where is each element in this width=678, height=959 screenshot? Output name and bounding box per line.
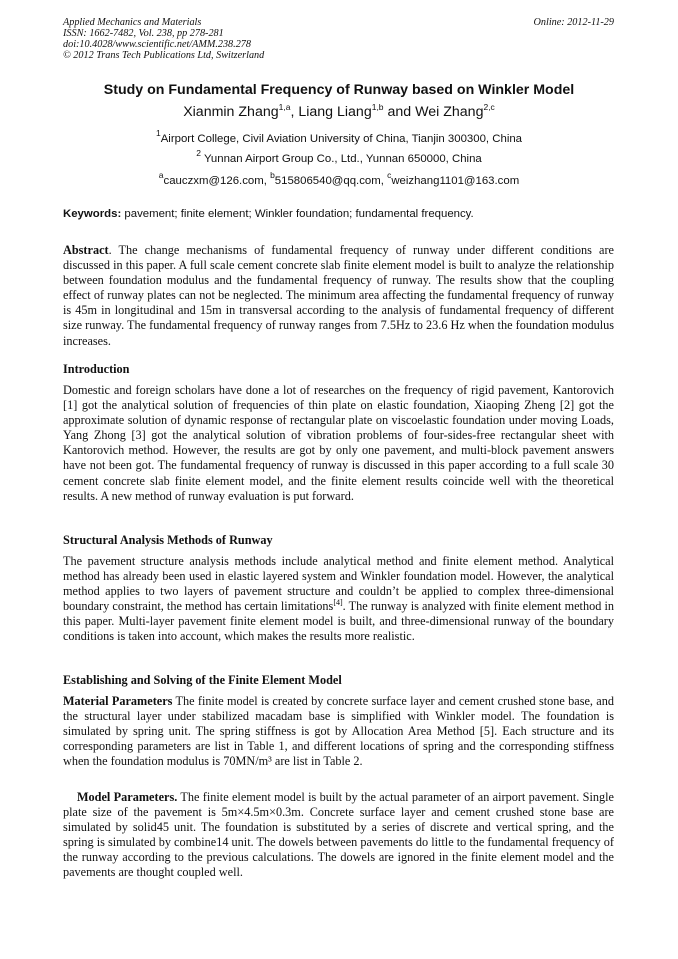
author-separator: , [290, 104, 299, 120]
author-separator: and [383, 104, 416, 120]
paragraph-text: The finite element model is built by the actual parameter of an airport pavement. Single plate size of the pavement is 5m×4.5m×0.3m. Concrete surface layer and cement crushed stone base are simulated by solid45 unit. The foundation is substituted by a series of discrete and vertical spring, and the spring is simulated by combine14 unit. The dowels between pavements do little to the fundamental frequency of the runway according to the previous calculations. The dowels are ignored in the finite element model and the pavements are thought coupled well. [63, 790, 614, 880]
paragraph-text: . The runway is analyzed with finite element method in this paper. Multi-layer pavement finite element model is built, and three-dimensional runway of the boundary conditions is taken into account, which makes the results more realistic. [63, 599, 614, 644]
material-parameters-paragraph [63, 694, 614, 769]
email-superscript: a [158, 170, 164, 180]
model-parameters-paragraph [63, 790, 614, 881]
author-name: Xianmin Zhang [183, 104, 279, 120]
affiliation-text: Yunnan Airport Group Co., Ltd., Yunnan 650000, China [200, 153, 482, 165]
author-name: Liang Liang [298, 104, 372, 120]
journal-header [63, 17, 264, 61]
section-heading-introduction: Introduction [63, 362, 130, 376]
affiliation-2 [0, 148, 678, 165]
abstract [63, 243, 614, 349]
issn-line: ISSN: 1662-7482, Vol. 238, pp 278-281 [63, 28, 224, 39]
abstract-text: . The change mechanisms of fundamental frequency of runway under different conditions are discussed in this paper. A full scale cement concrete slab finite element model is built to analyze the relationship between foundation modulus and the fundamental frequency of runway. The results show that the coupling effect of runway plates can not be neglected. The minimum area affecting the fundamental frequency of runway is 45m in longitudinal and 15m in transversal according to the analysis of fundamental frequency of different size runway. The fundamental frequency of runway ranges from 7.5Hz to 23.6 Hz when the foundation modulus increases. [63, 243, 614, 348]
author-superscript: 1,b [371, 102, 384, 112]
model-parameters-label: Model Parameters. [77, 790, 178, 804]
paper-title: Study on Fundamental Frequency of Runway based on Winkler Model [103, 82, 575, 98]
email-superscript: b [270, 170, 275, 180]
structural-analysis-paragraph [63, 554, 614, 645]
section-heading-finite-element: Establishing and Solving of the Finite Element Model [63, 673, 342, 687]
keywords [63, 208, 474, 220]
doi-line: doi:10.4028/www.scientific.net/AMM.238.278 [63, 39, 251, 50]
affiliation-1 [0, 128, 678, 145]
email-text: 515806540@qq.com, [274, 175, 388, 187]
paragraph-text: The finite model is created by concrete surface layer and cement crushed stone base, and the structural layer under stabilized macadam base is simplified with Winkler model. The foundation is simulated by spring unit. The spring stiffness is got by Allocation Area Method [5]. Each structure and its corresponding parameters are list in Table 1, and different locations of spring and the corresponding stiffness when the foundation modulus is 70MN/m³ are list in Table 2. [63, 694, 614, 769]
email-superscript: c [387, 170, 392, 180]
email-text: cauczxm@126.com, [163, 175, 271, 187]
citation-superscript: [4] [333, 598, 343, 608]
abstract-label: Abstract [63, 243, 109, 257]
keywords-text: pavement; finite element; Winkler foundation; fundamental frequency. [121, 208, 474, 220]
material-parameters-label: Material Parameters [63, 694, 173, 708]
online-date: Online: 2012-11-29 [533, 17, 614, 28]
affiliation-text: Airport College, Civil Aviation University of China, Tianjin 300300, China [160, 133, 523, 145]
affiliation-superscript: 1 [155, 128, 161, 138]
journal-name: Applied Mechanics and Materials [63, 17, 202, 28]
email-text: weizhang1101@163.com [391, 175, 520, 187]
author-superscript: 1,a [278, 102, 291, 112]
author-superscript: 2,c [483, 102, 495, 112]
section-heading-structural-analysis: Structural Analysis Methods of Runway [63, 533, 273, 547]
introduction-paragraph: Domestic and foreign scholars have done a lot of researches on the frequency of rigid pavement, Kantorovich [1] got the analytical solution of frequencies of thin plate on elastic foundation, Xiaoping Zheng [2] got the approximate solution of dynamic response of rectangular plate on viscoelastic foundation under moving Loads, Yang Zhong [3] got the analytical solution of vibration problems of four-sides-free rectangular sheet with Kantorovich method. However, the results are got by only one pavement, and multi-block pavement answers have not been got. The fundamental frequency of runway is discussed in this paper according to a full scale 30 cement concrete slab finite element model, and the finite element results coincide well with the theoretical results. A new method of runway evaluation is put forward. [63, 383, 614, 503]
affiliation-superscript: 2 [196, 148, 201, 158]
copyright-line: © 2012 Trans Tech Publications Ltd, Switzerland [63, 50, 265, 61]
paragraph-text: The pavement structure analysis methods include analytical method and finite element method. Analytical method has already been used in elastic layered system and Winkler foundation model. However, the analytical method applies to two layers of pavement structure and couldn’t be applied to complex three-dimensional boundary constraint, the method has certain limitations [63, 554, 614, 614]
author-name: Wei Zhang [415, 104, 484, 120]
email-line [0, 170, 678, 187]
keywords-label: Keywords: [63, 208, 122, 220]
author-line [0, 104, 678, 120]
